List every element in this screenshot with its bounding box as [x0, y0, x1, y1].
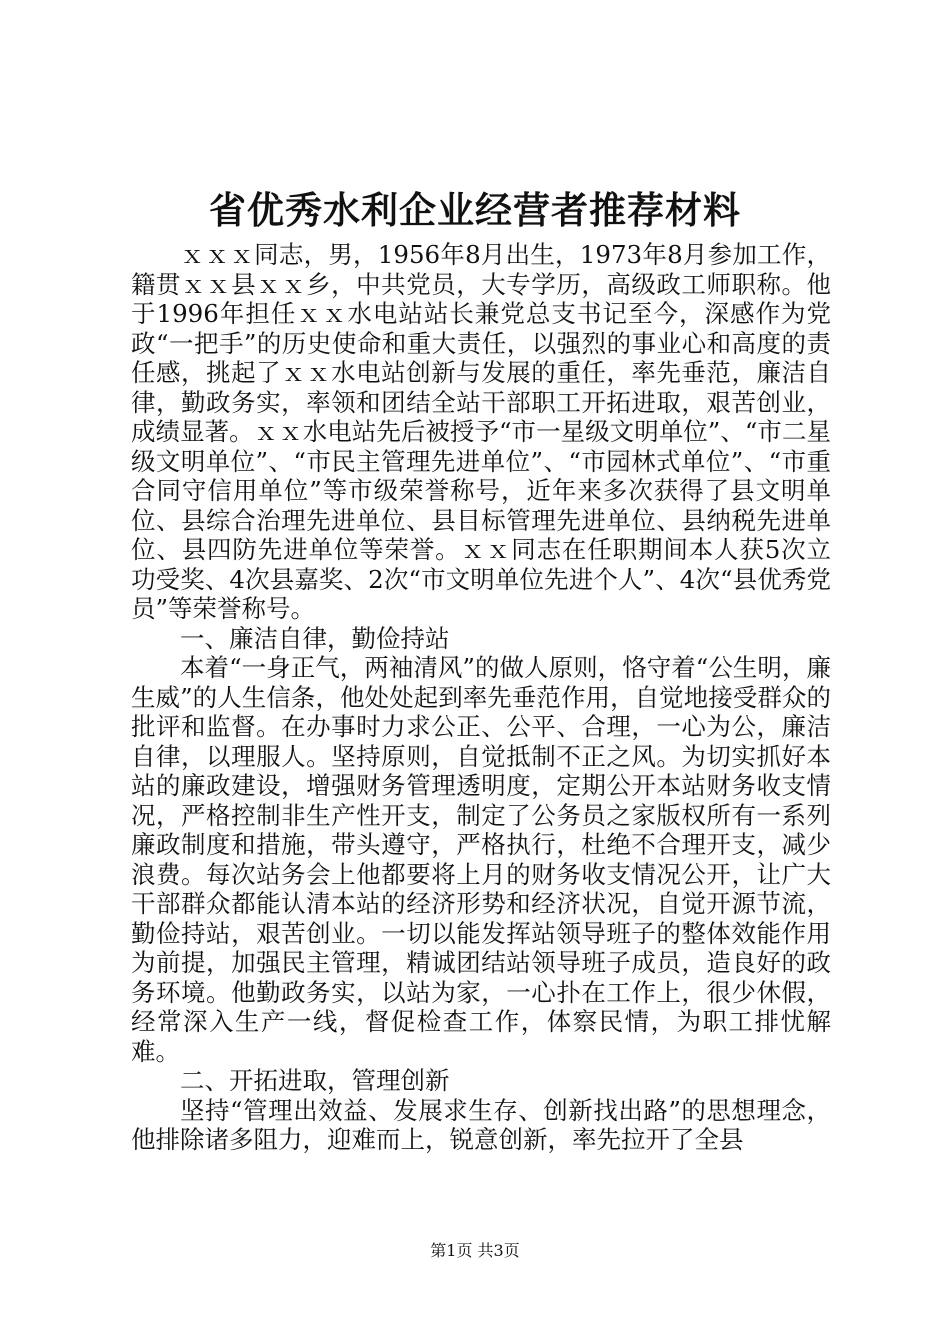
- document-title: 省优秀水利企业经营者推荐材料: [209, 188, 741, 232]
- intro-paragraph: ｘｘｘ同志，男，1956年8月出生，1973年8月参加工作，籍贯ｘｘ县ｘｘ乡，中共党员，大专学历，高级政工师职称。他于1996年担任ｘｘ水电站站长兼党总支书记至今，深感作为党政“一把手”的历史使命和重大责任，以强烈的事业心和高度的责任感，挑起了ｘｘ水电站创新与发展的重任，率先垂范，廉洁自律，勤政务实，率领和团结全站干部职工开拓进取，艰苦创业，成绩显著。ｘｘ水电站先后被授予“市一星级文明单位”、“市二星级文明单位”、“市民主管理先进单位”、“市园林式单位”、“市重合同守信用单位”等市级荣誉称号，近年来多次获得了县文明单位、县综合治理先进单位、县目标管理先进单位、县纳税先进单位、县四防先进单位等荣誉。ｘｘ同志在任职期间本人获5次立功受奖、4次县嘉奖、2次“市文明单位先进个人”、4次“县优秀党员”等荣誉称号。: [131, 240, 831, 623]
- document-body: [131, 240, 831, 1155]
- page-footer: 第1页 共3页: [430, 1241, 520, 1260]
- section-heading-2: 二、开拓进取，管理创新: [180, 1066, 450, 1095]
- section-2-paragraph: 坚持“管理出效益、发展求生存、创新找出路”的思想理念，他排除诸多阻力，迎难而上，锐意创新，率先拉开了全县: [131, 1095, 831, 1154]
- section-heading-1: 一、廉洁自律，勤俭持站: [180, 623, 450, 653]
- section-1-paragraph: 本着“一身正气，两袖清风”的做人原则，恪守着“公生明，廉生威”的人生信条，他处处起到率先垂范作用，自觉地接受群众的批评和监督。在办事时力求公正、公平、合理，一心为公，廉洁自律，以理服人。坚持原则，自觉抵制不正之风。为切实抓好本站的廉政建设，增强财务管理透明度，定期公开本站财务收支情况，严格控制非生产性开支，制定了公务员之家版权所有一系列廉政制度和措施，带头遵守，严格执行，杜绝不合理开支，减少浪费。每次站务会上他都要将上月的财务收支情况公开，让广大干部群众都能认清本站的经济形势和经济状况，自觉开源节流，勤俭持站，艰苦创业。一切以能发挥站领导班子的整体效能作用为前提，加强民主管理，精诚团结站领导班子成员，造良好的政务环境。他勤政务实，以站为家，一心扑在工作上，很少休假，经常深入生产一线，督促检查工作，体察民情，为职工排忧解难。: [131, 653, 831, 1066]
